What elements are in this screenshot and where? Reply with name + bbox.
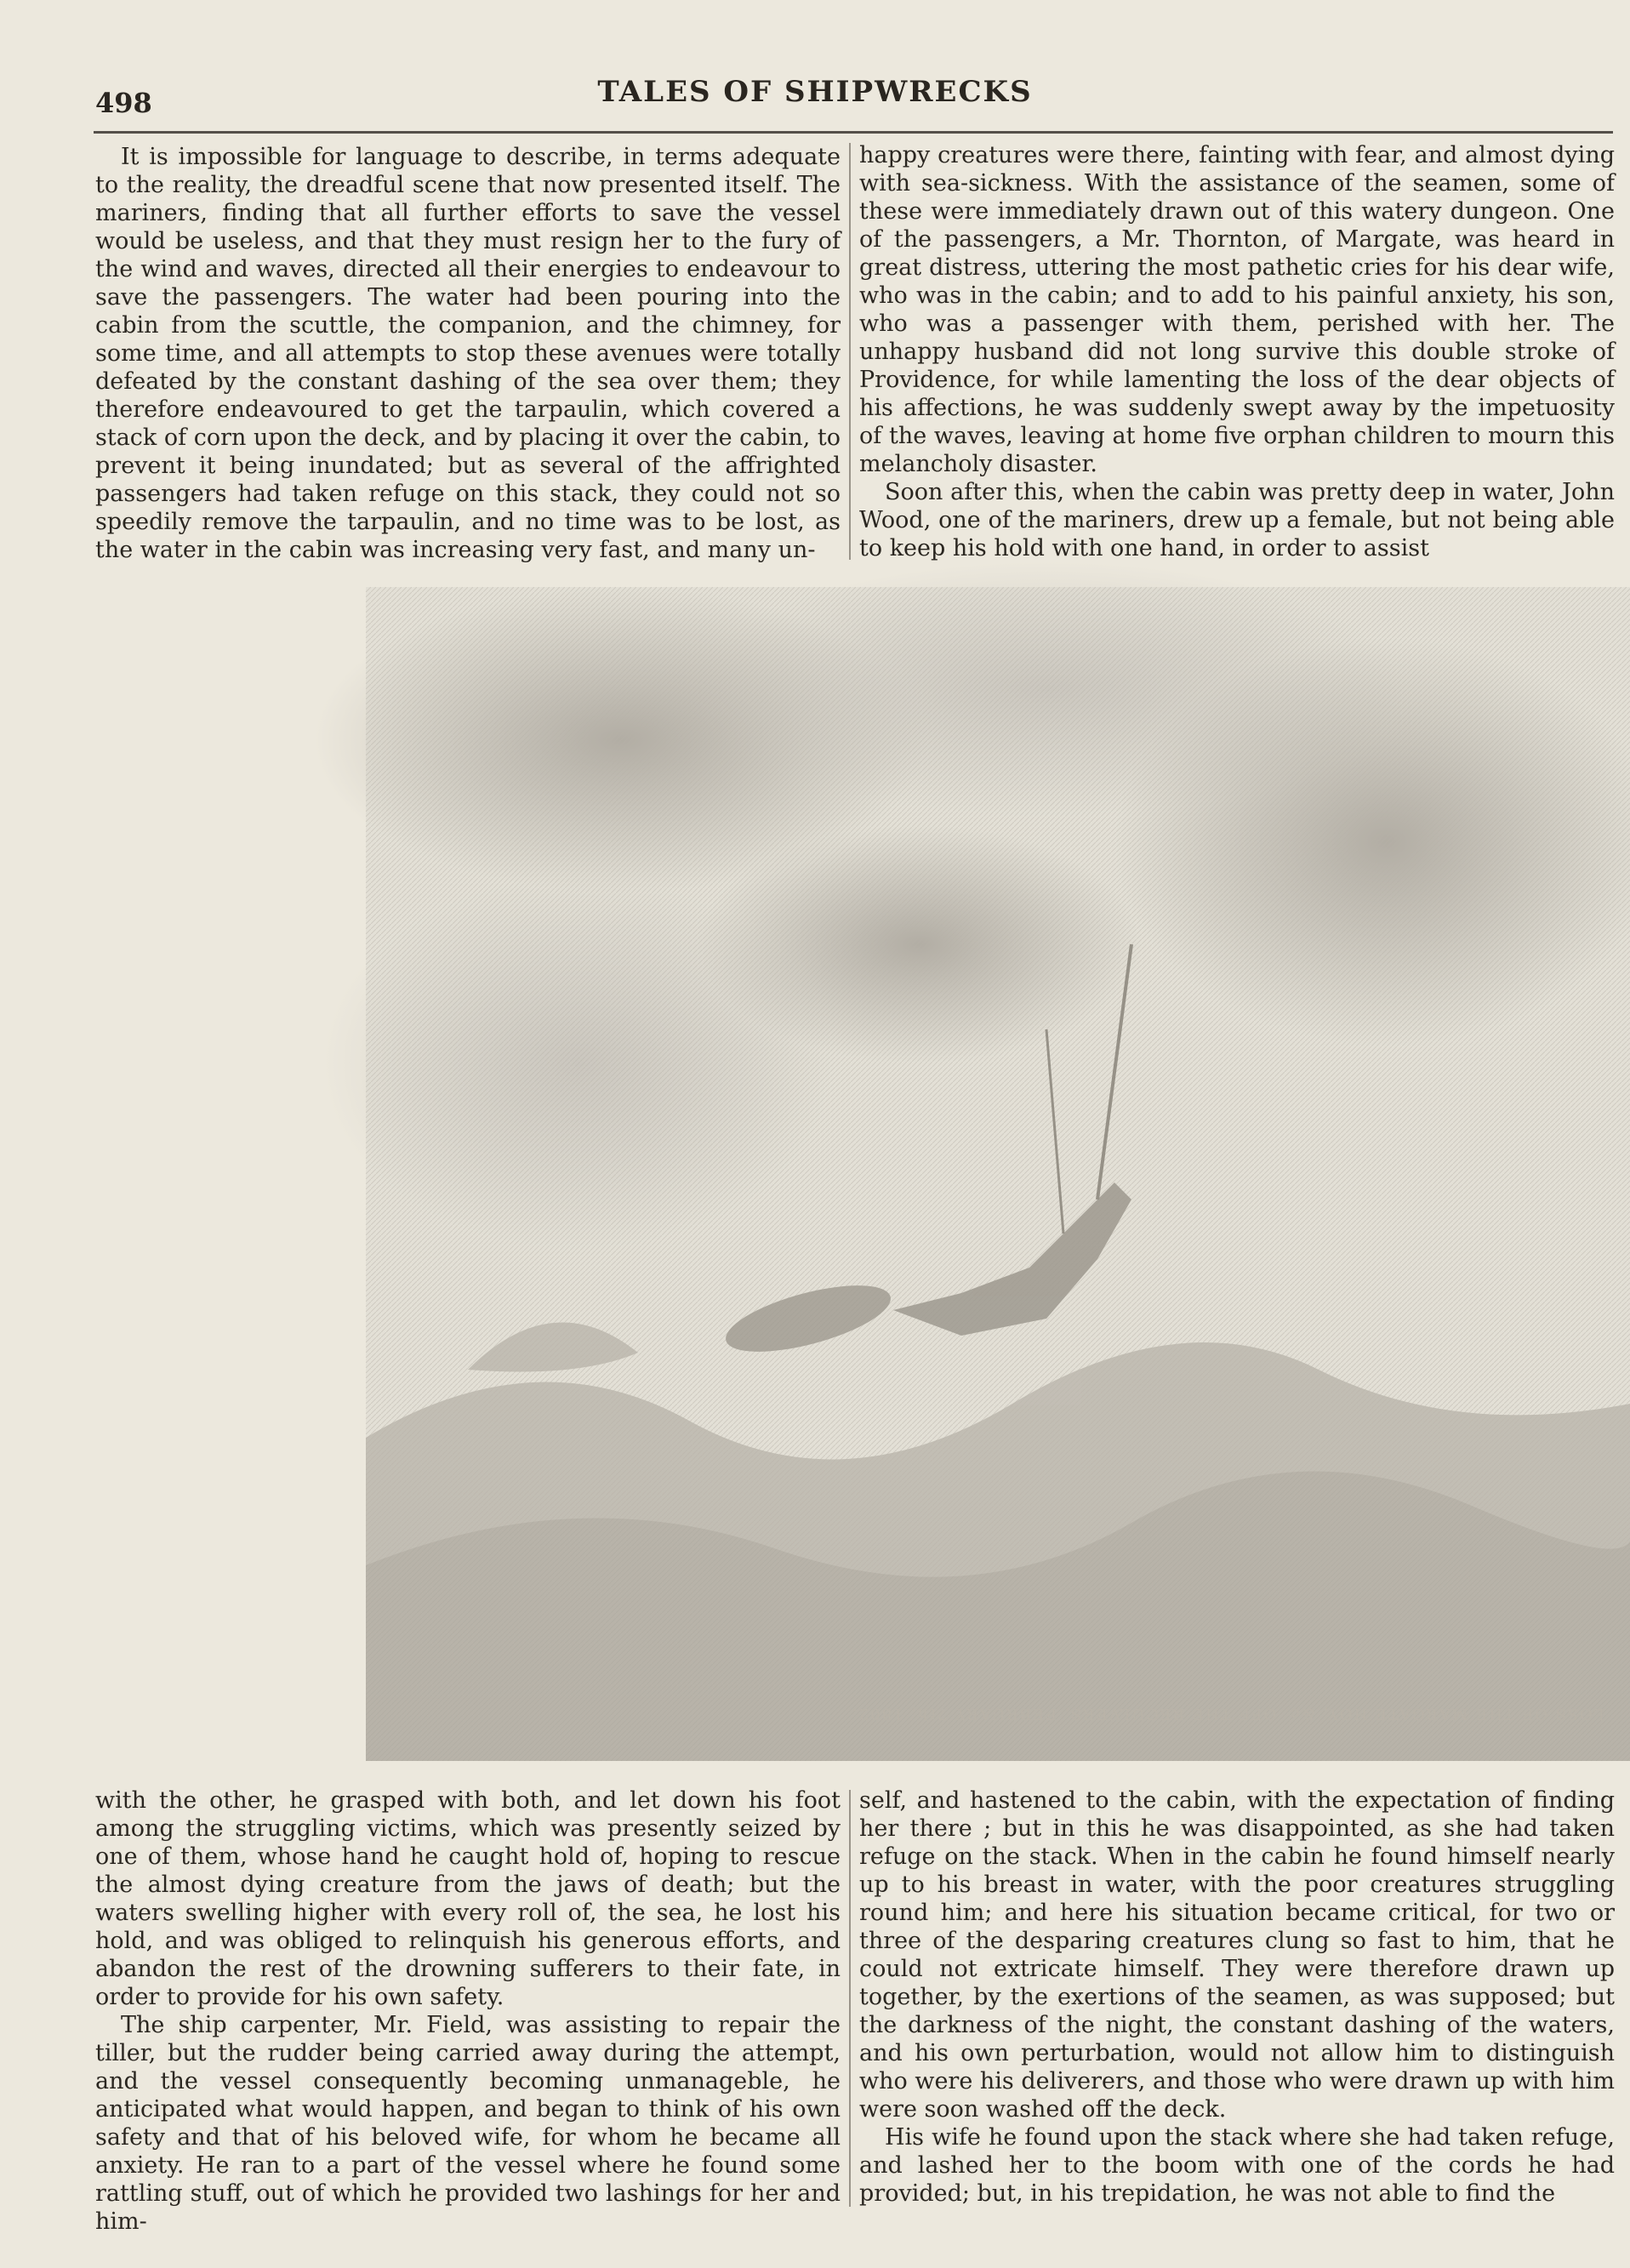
paragraph: with the other, he grasped with both, and let down his foot among the struggling victims, which was presently seized by one of them, whose hand he caught hold of, hoping to rescue the almost dying creature from the jaws of death; but the waters swelling higher with every roll of, the sea, he lost his hold, and was obliged to relinquish his generous efforts, and abandon the rest of the drowning sufferers to their fate, in order to provide for his own safety. [95, 1787, 841, 2010]
column-top-left [95, 143, 841, 568]
page-number: 498 [95, 87, 152, 119]
column-top-right [859, 141, 1615, 567]
paragraph: Soon after this, when the cabin was pretty deep in water, John Wood, one of the mariners, drew up a female, but not being able to keep his hold with one hand, in order to assist [859, 479, 1615, 561]
paragraph: self, and hastened to the cabin, with the expectation of finding her there ; but in this he was disappointed, as she had taken refuge on the stack. When in the cabin he found himself nearly up to his breast in water, with the poor creatures struggling round him; and here his situation became critical, for two or three of the desparing creatures clung so fast to him, that he could not extricate himself. They were therefore drawn up together, by the exertions of the seamen, as was supposed; but the darkness of the night, the constant dashing of the waters, and his own perturbation, would not allow him to distinguish who were his deliverers, and those who were drawn up with him were soon washed off the deck. [859, 1787, 1615, 2123]
running-title: TALES OF SHIPWRECKS [597, 75, 1033, 109]
paragraph: The ship carpenter, Mr. Field, was assisting to repair the tiller, but the rudder being carried away during the attempt, and the vessel consequently becoming unmanageble, he anticipated what would happen, and began to think of his own safety and that of his beloved wife, for whom he became all anxiety. He ran to a part of the vessel where he found some rattling stuff, out of which he provided two lashings for her and him- [95, 2012, 841, 2235]
storm-engraving [366, 587, 1630, 1761]
running-head [0, 66, 1630, 117]
column-bottom-right [859, 1786, 1615, 2212]
column-divider [849, 1790, 851, 2207]
paragraph: His wife he found upon the stack where she had taken refuge, and lashed her to the boom with one of the cords he had provided; but, in his trepidation, he was not able to find the [859, 2124, 1615, 2207]
header-rule [94, 131, 1613, 134]
engraving-caption: LOSS OF THE MARGATE HOY, &c. OFF THE RECULVERS, FEBRUARY 7th, 1802. [851, 1705, 1604, 1723]
paragraph: happy creatures were there, fainting with fear, and almost dying with sea-sickness. With the assistance of the seamen, some of these were immediately drawn out of this watery dungeon. One of the passengers, a Mr. Thornton, of Margate, was heard in great distress, uttering the most pathetic cries for his dear wife, who was in the cabin; and to add to his painful anxiety, his son, who was a passenger with them, perished with her. The unhappy husband did not long survive this double stroke of Providence, for while lamenting the loss of the dear objects of his affections, he was suddenly swept away by the impetuosity of the waves, leaving at home five orphan children to mourn this melancholy disaster. [859, 142, 1615, 477]
paragraph: It is impossible for language to describe, in terms adequate to the reality, the dreadful scene that now presented itself. The mariners, finding that all further efforts to save the vessel would be useless, and that they must resign her to the fury of the wind and waves, directed all their energies to endeavour to save the passengers. The water had been pouring into the cabin from the scuttle, the companion, and the chimney, for some time, and all attempts to stop these avenues were totally defeated by the constant dashing of the sea over them; they therefore endeavoured to get the tarpaulin, which covered a stack of corn upon the deck, and by placing it over the cabin, to prevent it being inundated; but as several of the affrighted passengers had taken refuge on this stack, they could not so speedily remove the tarpaulin, and no time was to be lost, as the water in the cabin was increasing very fast, and many un- [95, 144, 841, 563]
column-divider [849, 143, 851, 560]
column-bottom-left [95, 1786, 841, 2235]
